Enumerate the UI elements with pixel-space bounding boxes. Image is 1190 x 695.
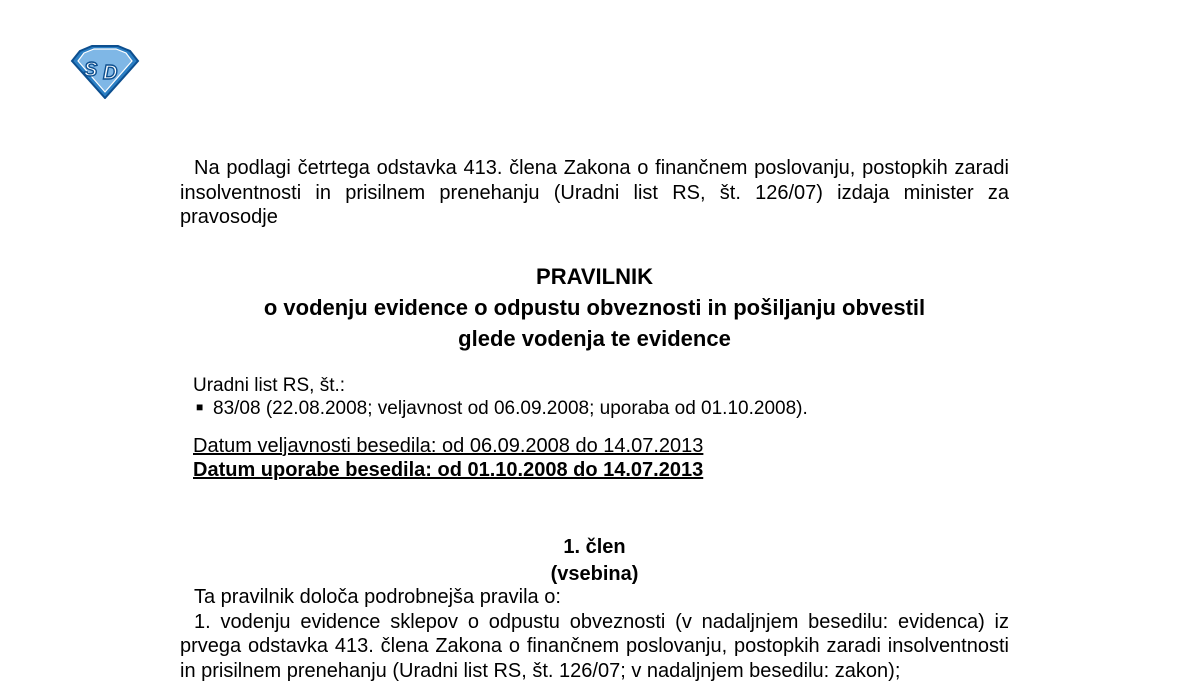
svg-text:D: D: [103, 62, 118, 84]
svg-text:S: S: [84, 59, 98, 81]
text-use-date: Datum uporabe besedila: od 01.10.2008 do 14.07.2013: [193, 459, 704, 481]
publication-entry: 83/08 (22.08.2008; veljavnost od 06.09.2008; uporaba od 01.10.2008).: [213, 398, 808, 419]
article-heading: [180, 534, 1009, 588]
intro-paragraph: Na podlagi četrtega odstavka 413. člena Zakona o finančnem poslovanju, postopkih zaradi insolventnosti in prisilnem prenehanju (Uradni list RS, št. 126/07) izdaja minister za pravosodje: [180, 157, 1009, 228]
title-line-1: o vodenju evidence o odpustu obveznosti in pošiljanju obvestil: [263, 295, 926, 320]
validity-dates: [193, 434, 703, 482]
article-number: 1. člen: [563, 536, 626, 558]
sd-logo-icon: [70, 45, 140, 99]
publication-label: Uradni list RS, št.:: [193, 375, 346, 396]
text-validity-date: Datum veljavnosti besedila: od 06.09.2008 do 14.07.2013: [193, 435, 704, 457]
document-title: [180, 261, 1009, 354]
title-line-2: glede vodenja te evidence: [458, 326, 731, 351]
publication-info: [193, 374, 808, 422]
publication-entry-row: [196, 397, 808, 422]
article-lead: Ta pravilnik določa podrobnejša pravila o:: [194, 586, 561, 608]
article-body: [180, 585, 1009, 683]
article-subject: (vsebina): [550, 563, 639, 585]
title-main: PRAVILNIK: [536, 264, 653, 289]
article-item-1: 1. vodenju evidence sklepov o odpustu obveznosti (v nadaljnjem besedilu: evidenca) iz prvega odstavka 413. člena Zakona o finančnem poslovanju, postopkih zaradi insolventnosti in prisilnem prenehanju (Uradni list RS, št. 126/07; v nadaljnjem besedilu: zakon);: [180, 610, 1009, 682]
bullet-square-icon: ■: [196, 400, 204, 414]
